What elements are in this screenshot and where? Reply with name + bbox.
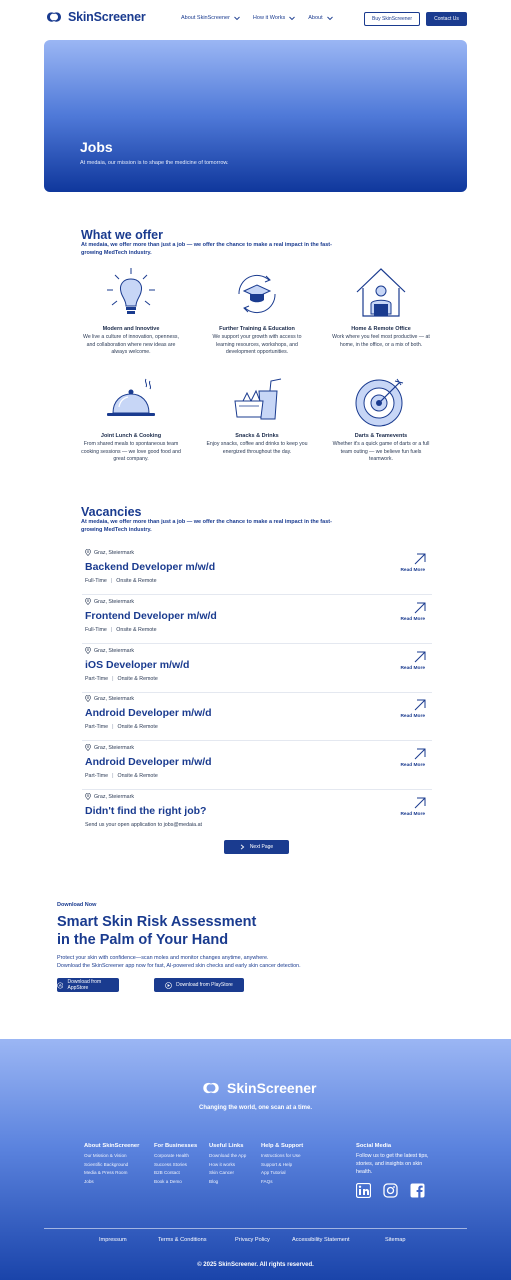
- chevron-right-icon: [240, 844, 245, 850]
- arrow-up-right-icon[interactable]: [414, 748, 426, 760]
- vacancy-item[interactable]: [82, 741, 432, 790]
- footer-link[interactable]: B2B Contact: [154, 1170, 180, 1175]
- footer-column: [261, 1143, 303, 1186]
- nav-item-about[interactable]: [308, 15, 333, 21]
- arrow-up-right-icon[interactable]: [414, 797, 426, 809]
- download-text-line: Protect your skin with confidence—scan moles and monitor changes anytime, anywhere.: [57, 955, 269, 961]
- location-label: Graz, Steiermark: [94, 598, 135, 605]
- offer-card: [329, 373, 433, 464]
- dartboard-icon: [353, 373, 409, 429]
- offer-text: We support your growth with access to learning resources, workshops, and development opportunities.: [212, 334, 302, 356]
- work-mode: Onsite & Remote: [117, 676, 158, 682]
- food-cloche-icon: [103, 373, 159, 429]
- social-icons: [356, 1183, 436, 1198]
- footer-logo-text: SkinScreener: [227, 1080, 317, 1096]
- next-page-button[interactable]: [224, 840, 289, 854]
- footer-link[interactable]: Our Mission & Vision: [84, 1153, 127, 1158]
- vacancies-section-title: Vacancies: [81, 505, 142, 519]
- vacancy-location: [85, 744, 134, 751]
- nav-label: About: [308, 15, 323, 21]
- read-more-link[interactable]: Read More: [400, 568, 425, 573]
- nav-label: How it Works: [252, 15, 286, 21]
- logo-text: SkinScreener: [68, 10, 146, 24]
- playstore-label: Download from PlayStore: [176, 982, 233, 988]
- linkedin-icon[interactable]: [356, 1183, 371, 1198]
- vacancy-meta: Part-Time | Onsite & Remote: [85, 676, 158, 682]
- chevron-down-icon: [233, 15, 241, 21]
- vacancy-item[interactable]: [82, 692, 432, 741]
- location-pin-icon: [85, 793, 91, 800]
- footer-social: [356, 1143, 436, 1198]
- offer-card: [79, 266, 183, 357]
- copyright: © 2025 SkinScreener. All rights reserved.: [197, 1262, 314, 1268]
- footer-column: [154, 1143, 197, 1186]
- work-mode: Onsite & Remote: [116, 627, 157, 633]
- vacancy-title: Android Developer m/w/d: [85, 756, 212, 768]
- offer-card: [205, 266, 309, 357]
- read-more-link[interactable]: Read More: [400, 763, 425, 768]
- vacancy-location: [85, 598, 134, 605]
- location-pin-icon: [85, 744, 91, 751]
- vacancy-title: Frontend Developer m/w/d: [85, 610, 217, 622]
- download-text: [57, 955, 357, 971]
- appstore-label: Download from AppStore: [67, 979, 102, 991]
- location-label: Graz, Steiermark: [94, 744, 135, 751]
- arrow-up-right-icon[interactable]: [414, 553, 426, 565]
- offer-text: From shared meals to spontaneous team cooking sessions — we love good food and great company.: [81, 441, 181, 463]
- read-more-link[interactable]: Read More: [400, 617, 425, 622]
- footer-link[interactable]: Book a Demo: [154, 1178, 182, 1184]
- employment-type: Part-Time: [85, 676, 109, 682]
- footer-column: [209, 1143, 246, 1186]
- read-more-link[interactable]: Read More: [400, 714, 425, 719]
- training-cycle-icon: [229, 266, 285, 322]
- location-pin-icon: [85, 549, 91, 556]
- offer-title: Snacks & Drinks: [235, 433, 279, 439]
- download-title-line: in the Palm of Your Hand: [57, 932, 229, 948]
- footer-link[interactable]: Support & Help: [261, 1161, 293, 1167]
- footer-bottom-link[interactable]: Terms & Conditions: [158, 1237, 207, 1243]
- offer-title: Further Training & Education: [219, 326, 295, 332]
- buy-skinscreener-button[interactable]: Buy SkinScreener: [364, 12, 420, 26]
- next-page-label: Next Page: [249, 844, 274, 850]
- offer-text: Enjoy snacks, coffee and drinks to keep you energized throughout the day.: [206, 441, 308, 455]
- offer-text: Work where you feel most productive — at home, in the office, or a mix of both.: [332, 334, 430, 348]
- vacancy-meta: Part-Time | Onsite & Remote: [85, 773, 158, 779]
- arrow-up-right-icon[interactable]: [414, 699, 426, 711]
- vacancy-title: Android Developer m/w/d: [85, 707, 212, 719]
- footer-bottom-link[interactable]: Impressum: [99, 1237, 127, 1243]
- offer-section-subtitle: At medaia, we offer more than just a job — we offer the chance to make a real impact in the fast-growing MedTech industry.: [81, 242, 332, 256]
- social-text: Follow us to get the latest tips, stories, and insights on skin health.: [356, 1153, 429, 1175]
- download-text-line: Download the SkinScreener app now for fast, AI-powered skin checks and early skin cancer detection.: [57, 962, 301, 969]
- footer-column-title: About SkinScreener: [84, 1143, 140, 1149]
- hero-subtitle: At medaia, our mission is to shape the medicine of tomorrow.: [80, 160, 229, 166]
- download-appstore-button[interactable]: [57, 978, 119, 992]
- playstore-icon: [165, 982, 172, 989]
- vacancy-meta: Full-Time | Onsite & Remote: [85, 578, 157, 584]
- employment-type: Full-Time: [85, 627, 107, 633]
- footer-link[interactable]: Success Stories: [154, 1161, 187, 1167]
- instagram-icon[interactable]: [383, 1183, 398, 1198]
- download-tag: Download Now: [57, 902, 97, 908]
- lightbulb-icon: [103, 266, 159, 322]
- footer-link[interactable]: Instructions for Use: [261, 1153, 301, 1158]
- offer-title: Joint Lunch & Cooking: [100, 433, 162, 439]
- nav-label: About SkinScreener: [181, 15, 230, 21]
- footer-link[interactable]: FAQs: [261, 1178, 273, 1184]
- vacancy-meta: Full-Time | Onsite & Remote: [85, 627, 157, 633]
- footer-link[interactable]: Media & Press Room: [84, 1170, 128, 1175]
- footer-link[interactable]: Jobs: [84, 1178, 94, 1184]
- logo-icon: [44, 10, 64, 24]
- work-mode: Onsite & Remote: [116, 578, 157, 584]
- snacks-drinks-icon: [229, 373, 285, 429]
- nav-item-how-it-works[interactable]: [253, 15, 296, 21]
- employment-type: Part-Time: [85, 773, 109, 779]
- footer-column-title: Useful Links: [209, 1143, 244, 1149]
- footer-link[interactable]: Scientific Background: [84, 1161, 129, 1167]
- vacancy-meta: Part-Time | Onsite & Remote: [85, 724, 158, 730]
- page-title: Jobs: [80, 139, 113, 155]
- offer-section-title: What we offer: [81, 228, 163, 242]
- chevron-down-icon: [326, 15, 334, 21]
- footer-column-title: Help & Support: [261, 1143, 304, 1149]
- home-office-icon: [353, 266, 409, 322]
- footer-column: [84, 1143, 139, 1186]
- open-application-text: Send us your open application to jobs@medaia.at: [85, 822, 202, 828]
- footer-bottom-link[interactable]: Privacy Policy: [235, 1237, 270, 1243]
- employment-type: Part-Time: [85, 724, 109, 730]
- vacancy-item[interactable]: [82, 595, 432, 644]
- location-pin-icon: [85, 647, 91, 654]
- footer-logo[interactable]: [200, 1080, 317, 1096]
- read-more-link[interactable]: Read More: [400, 666, 425, 671]
- main-nav: [181, 15, 334, 21]
- vacancies-section-subtitle: At medaia, we offer more than just a job — we offer the chance to make a real impact in the fast-growing MedTech industry.: [81, 519, 332, 533]
- vacancy-location: [85, 647, 134, 654]
- work-mode: Onsite & Remote: [117, 773, 158, 779]
- download-playstore-button[interactable]: [154, 978, 244, 992]
- location-pin-icon: [85, 598, 91, 605]
- read-more-link[interactable]: Read More: [400, 812, 425, 817]
- vacancy-title: iOS Developer m/w/d: [85, 659, 190, 671]
- contact-us-button[interactable]: Contact Us: [426, 12, 467, 26]
- chevron-down-icon: [288, 15, 296, 21]
- work-mode: Onsite & Remote: [117, 724, 158, 730]
- download-title-line: Smart Skin Risk Assessment: [57, 914, 257, 930]
- arrow-up-right-icon[interactable]: [414, 602, 426, 614]
- offer-title: Home & Remote Office: [351, 326, 411, 332]
- vacancy-location: [85, 549, 134, 556]
- location-label: Graz, Steiermark: [94, 793, 135, 800]
- vacancy-location: [85, 695, 134, 702]
- vacancy-item[interactable]: [82, 644, 432, 693]
- footer-bottom-link[interactable]: Accessibility Statement: [292, 1237, 350, 1243]
- footer-column-title: Social Media: [356, 1143, 392, 1149]
- footer-divider: [44, 1228, 467, 1229]
- location-label: Graz, Steiermark: [94, 647, 135, 654]
- footer-link[interactable]: How it works: [209, 1161, 236, 1167]
- offer-card: [205, 373, 309, 456]
- footer-bottom-link[interactable]: Sitemap: [385, 1237, 406, 1243]
- location-label: Graz, Steiermark: [94, 695, 135, 702]
- offer-text: Whether it's a quick game of darts or a full team outing — we believe fun fuels teamwork.: [332, 441, 430, 463]
- offer-card: [329, 266, 433, 349]
- vacancy-title: Didn't find the right job?: [85, 805, 207, 817]
- vacancy-title: Backend Developer m/w/d: [85, 561, 216, 573]
- location-label: Graz, Steiermark: [94, 549, 135, 556]
- download-title: [57, 913, 317, 949]
- appstore-icon: [57, 982, 63, 989]
- footer-link[interactable]: Download the App: [209, 1153, 247, 1158]
- footer-link[interactable]: Corporate Health: [154, 1153, 189, 1158]
- footer-column-title: For Businesses: [154, 1143, 198, 1149]
- arrow-up-right-icon[interactable]: [414, 651, 426, 663]
- location-pin-icon: [85, 695, 91, 702]
- footer-tagline: Changing the world, one scan at a time.: [198, 1105, 312, 1111]
- employment-type: Full-Time: [85, 578, 107, 584]
- vacancy-location: [85, 793, 134, 800]
- offer-title: Darts & Teamevents: [354, 433, 408, 439]
- facebook-icon[interactable]: [410, 1183, 425, 1198]
- open-application-item[interactable]: [82, 790, 432, 839]
- offer-title: Modern and Innovtive: [102, 326, 160, 332]
- vacancy-item[interactable]: [82, 546, 432, 595]
- logo-icon: [200, 1080, 222, 1096]
- footer-link[interactable]: App Tutorial: [261, 1170, 286, 1175]
- hero-banner: [44, 40, 467, 192]
- footer-link[interactable]: Blog: [209, 1178, 219, 1184]
- nav-item-about-skinscreener[interactable]: [181, 15, 241, 21]
- offer-text: We live a culture of innovation, openness, and collaboration where new ideas are always welcome.: [83, 334, 179, 356]
- logo[interactable]: [44, 10, 146, 24]
- footer-link[interactable]: Skin Cancer: [209, 1170, 235, 1175]
- offer-card: [79, 373, 183, 464]
